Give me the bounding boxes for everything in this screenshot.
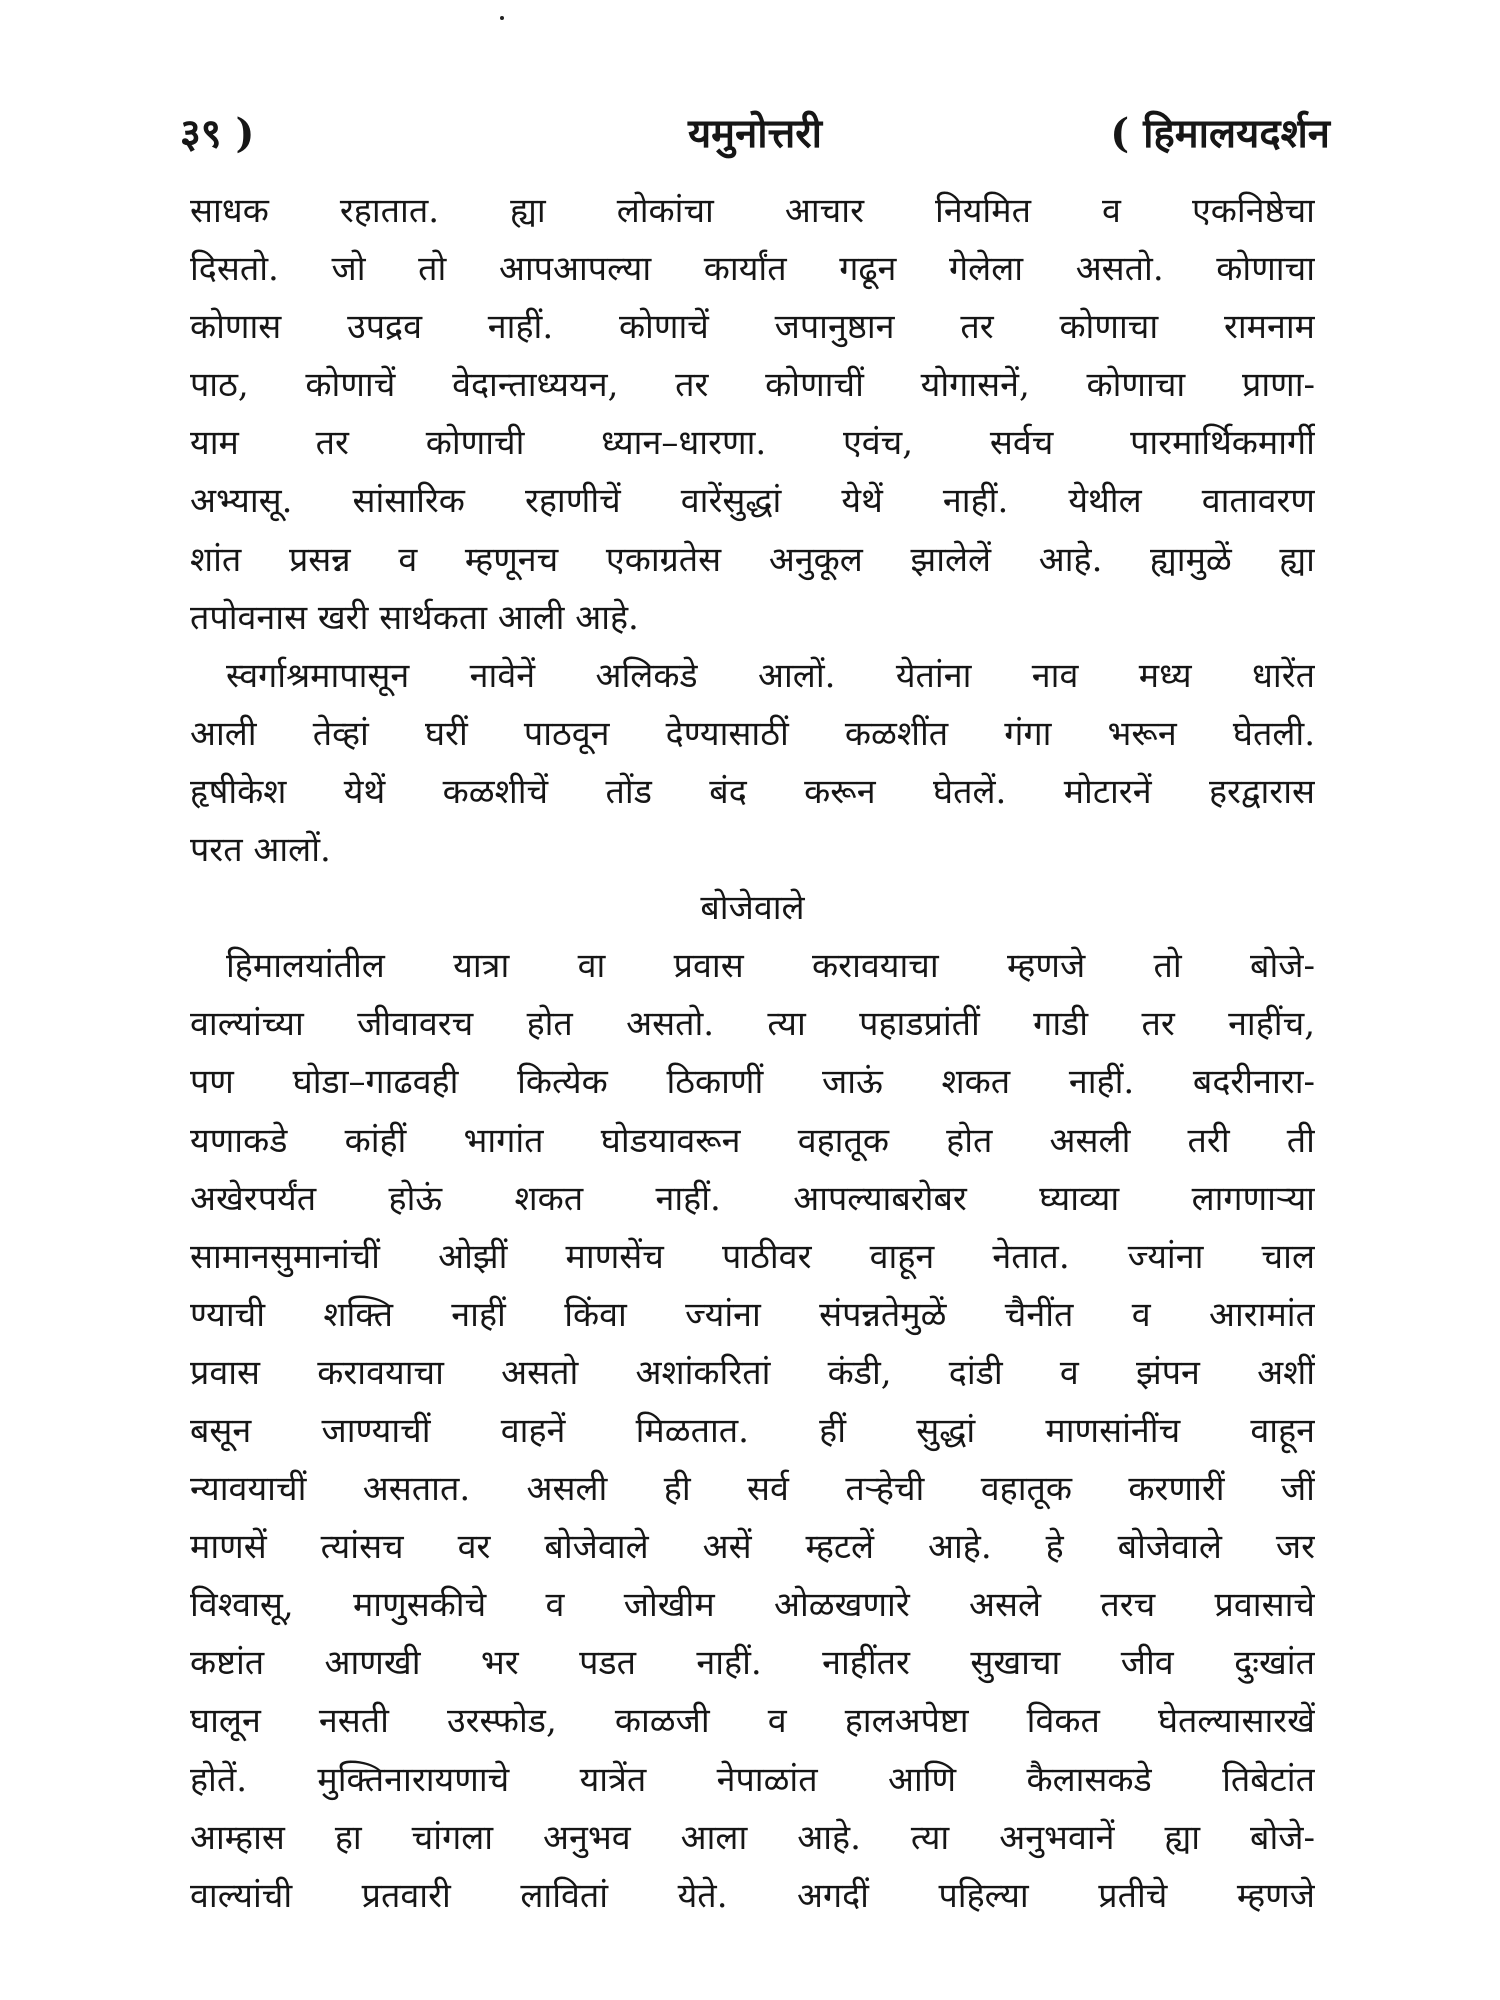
page-header [180, 104, 1330, 164]
text-line: स्वर्गाश्रमापासून नावेनें अलिकडे आलों. येतांना नाव मध्य धारेंत [226, 655, 1315, 696]
text-line: प्रवास करावयाचा असतो अशांकरितां कंडी, दांडी व झंपन अशीं [190, 1352, 1315, 1393]
text-line: पाठ, कोणाचें वेदान्ताध्ययन, तर कोणाचीं योगासनें, कोणाचा प्राणा- [190, 365, 1315, 406]
text-line: न्यावयाचीं असतात. असली ही सर्व तऱ्हेची वहातूक करणारीं जीं [190, 1469, 1315, 1510]
page-body [190, 182, 1315, 1925]
page-number: ३९ ) [180, 110, 255, 157]
running-head: ( हिमालयदर्शन [1110, 110, 1330, 157]
text-line: परत आलों. [190, 830, 331, 871]
text-line: सामानसुमानांचीं ओझीं माणसेंच पाठीवर वाहून नेतात. ज्यांना चाल [190, 1236, 1315, 1277]
text-line: बसून जाण्याचीं वाहनें मिळतात. हीं सुद्धां माणसांनींच वाहून [190, 1410, 1315, 1451]
text-line: विश्वासू, माणुसकीचे व जोखीम ओळखणारे असले तरच प्रवासाचे [190, 1585, 1315, 1626]
text-line: साधक रहातात. ह्या लोकांचा आचार नियमित व एकनिष्ठेचा [190, 191, 1315, 231]
text-line: दिसतो. जो तो आपआपल्या कार्यांत गढून गेलेला असतो. कोणाचा [190, 249, 1315, 290]
text-line: हिमालयांतील यात्रा वा प्रवास करावयाचा म्हणजे तो बोजे- [226, 946, 1315, 987]
text-line: पण घोडा–गाढवही कित्येक ठिकाणीं जाऊं शकत नाहीं. बदरीनारा- [190, 1062, 1315, 1103]
text-line: तपोवनास खरी सार्थकता आली आहे. [190, 597, 639, 638]
text-line: वाल्यांची प्रतवारी लावितां येते. अगदीं पहिल्या प्रतीचे म्हणजे [190, 1875, 1315, 1916]
text-line: यणाकडे कांहीं भागांत घोडयावरून वहातूक होत असली तरी ती [190, 1120, 1315, 1161]
text-line: वाल्यांच्या जीवावरच होत असतो. त्या पहाडप्रांतीं गाडी तर नाहींच, [190, 1004, 1315, 1045]
text-line: शांत प्रसन्न व म्हणूनच एकाग्रतेस अनुकूल झालेलें आहे. ह्यामुळें ह्या [190, 539, 1315, 580]
text-line: हृषीकेश येथें कळशीचें तोंड बंद करून घेतलें. मोटारनें हरद्वारास [190, 771, 1315, 812]
text-line: ण्याची शक्ति नाहीं किंवा ज्यांना संपन्नतेमुळें चैनींत व आरामांत [190, 1294, 1315, 1335]
text-line: याम तर कोणाची ध्यान–धारणा. एवंच, सर्वच पारमार्थिकमार्गी [190, 423, 1315, 464]
text-line: आली तेव्हां घरीं पाठवून देण्यासाठीं कळशींत गंगा भरून घेतली. [190, 713, 1315, 754]
section-heading: बोजेवाले [700, 888, 805, 929]
text-line: कोणास उपद्रव नाहीं. कोणाचें जपानुष्ठान तर कोणाचा रामनाम [190, 307, 1315, 348]
page-title: यमुनोत्तरी [687, 110, 823, 157]
text-line: कष्टांत आणखी भर पडत नाहीं. नाहींतर सुखाचा जीव दुःखांत [190, 1643, 1315, 1684]
text-line: अखेरपर्यंत होऊं शकत नाहीं. आपल्याबरोबर घ्याव्या लागणाऱ्या [190, 1178, 1315, 1219]
text-line: अभ्यासू. सांसारिक रहाणीचें वारेंसुद्धां येथें नाहीं. येथील वातावरण [190, 481, 1315, 522]
text-line: माणसें त्यांसच वर बोजेवाले असें म्हटलें आहे. हे बोजेवाले जर [190, 1527, 1315, 1568]
print-speck [500, 16, 504, 20]
text-line: घालून नसती उरस्फोड, काळजी व हालअपेष्टा विकत घेतल्यासारखें [190, 1701, 1315, 1742]
text-line: आम्हास हा चांगला अनुभव आला आहे. त्या अनुभवानें ह्या बोजे- [190, 1817, 1315, 1858]
text-line: होतें. मुक्तिनारायणाचे यात्रेंत नेपाळांत आणि कैलासकडे तिबेटांत [190, 1759, 1315, 1800]
